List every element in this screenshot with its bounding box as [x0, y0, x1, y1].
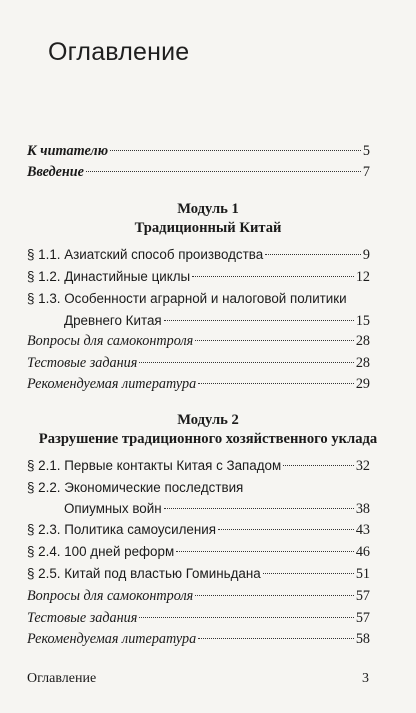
toc-entry-page: 46 — [355, 544, 370, 560]
toc-entry-page: 5 — [362, 143, 370, 159]
toc-entry-label: Вопросы для самоконтроля — [27, 333, 194, 349]
toc-entry-label-continued: Опиумных войн — [64, 501, 162, 516]
toc-entry — [64, 312, 370, 330]
toc-entry-page: 7 — [362, 164, 370, 180]
toc-entry — [27, 332, 370, 350]
toc-entry-page: 28 — [355, 333, 370, 349]
toc-entry-page: 15 — [355, 313, 370, 329]
module-1-heading: Модуль 1 — [177, 201, 239, 217]
toc-entry-label-continued: Древнего Китая — [64, 313, 162, 328]
toc-entry-label: К читателю — [27, 143, 109, 159]
toc-entry-page: 43 — [355, 522, 370, 538]
leader-dots — [192, 276, 354, 277]
toc-entry — [27, 587, 370, 605]
toc-entry-label: § 1.3. Особенности аграрной и налоговой политики — [27, 291, 347, 306]
toc-entry-label: Тестовые задания — [27, 610, 138, 626]
toc-entry-label: § 2.1. Первые контакты Китая с Западом — [27, 458, 282, 473]
leader-dots — [139, 617, 353, 618]
module-1-subtitle: Традиционный Китай — [134, 220, 282, 236]
page-number: 3 — [362, 671, 369, 686]
leader-dots — [110, 150, 361, 151]
leader-dots — [195, 340, 354, 341]
leader-dots — [198, 383, 354, 384]
toc-entry-page: 38 — [355, 501, 370, 517]
leader-dots — [283, 465, 354, 466]
toc-entry — [27, 630, 370, 648]
toc-entry — [27, 375, 370, 393]
toc-entry-page: 12 — [355, 269, 370, 285]
leader-dots — [176, 551, 354, 552]
module-2-subtitle: Разрушение традиционного хозяйственного уклада — [38, 431, 378, 447]
toc-entry — [27, 457, 370, 475]
toc-entry — [27, 521, 370, 539]
toc-entry-page: 32 — [355, 458, 370, 474]
toc-entry-page: 57 — [355, 588, 370, 604]
page-title: Оглавление — [48, 38, 190, 66]
running-footer: Оглавление — [27, 671, 97, 686]
leader-dots — [195, 595, 354, 596]
leader-dots — [265, 254, 361, 255]
toc-entry — [27, 565, 370, 583]
toc-entry-page: 58 — [355, 631, 370, 647]
leader-dots — [139, 362, 353, 363]
toc-entry-label: § 2.2. Экономические последствия — [27, 480, 244, 495]
leader-dots — [86, 171, 361, 172]
toc-entry-label: Рекомендуемая литература — [27, 631, 197, 647]
toc-entry-page: 9 — [362, 247, 370, 263]
leader-dots — [164, 320, 354, 321]
toc-entry — [27, 246, 370, 264]
toc-entry-page: 28 — [355, 355, 370, 371]
leader-dots — [198, 638, 354, 639]
module-2-heading: Модуль 2 — [177, 412, 239, 428]
toc-entry-label: Вопросы для самоконтроля — [27, 588, 194, 604]
toc-entry-label: Тестовые задания — [27, 355, 138, 371]
toc-entry — [27, 543, 370, 561]
toc-entry-page: 51 — [355, 566, 370, 582]
toc-entry-page: 57 — [355, 610, 370, 626]
leader-dots — [164, 508, 354, 509]
toc-entry-label: § 1.1. Азиатский способ производства — [27, 247, 264, 262]
toc-entry-to-reader — [27, 142, 370, 160]
leader-dots — [263, 573, 354, 574]
toc-entry-label: § 1.2. Династийные циклы — [27, 269, 191, 284]
toc-entry-label: Введение — [27, 164, 84, 180]
toc-entry-label: § 2.3. Политика самоусиления — [27, 522, 216, 537]
toc-entry-page: 29 — [355, 376, 370, 392]
toc-entry — [27, 354, 370, 372]
toc-entry — [64, 500, 370, 518]
toc-entry-label: Рекомендуемая литература — [27, 376, 197, 392]
toc-entry-label: § 2.5. Китай под властью Гоминьдана — [27, 566, 261, 581]
toc-entry — [27, 609, 370, 627]
toc-entry — [27, 268, 370, 286]
leader-dots — [218, 529, 354, 530]
toc-entry-label: § 2.4. 100 дней реформ — [27, 544, 175, 559]
toc-entry-introduction — [27, 163, 370, 181]
